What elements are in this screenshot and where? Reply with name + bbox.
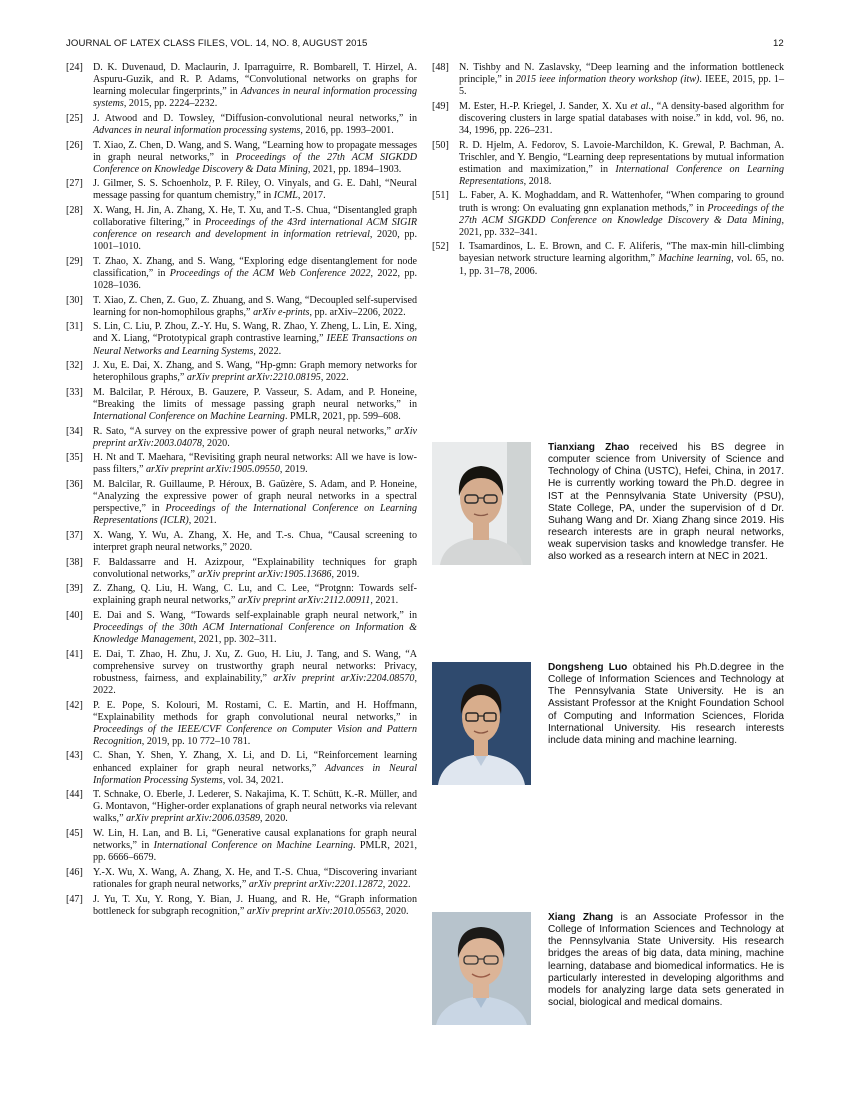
- biography-body: received his BS degree in computer science from University of Science and Technology of China (USTC), Hefei, China, in 2017. He is currently working toward the Ph.D. degree in IST at the Pennsylvania State University (PSU), State College, PA, under the supervision of d Dr. Suhang Wang and Dr. Xiang Zhang since 2019. His research interests are in graph neural networks, weak supervision tasks and knowledge transfer. He also worked as a research intern at NEC in 2021.: [548, 442, 784, 563]
- reference-item: [66, 178, 417, 202]
- reference-venue: et al.: [630, 100, 652, 112]
- reference-number: [35]: [66, 452, 83, 464]
- reference-venue: International Conference on Machine Learning: [153, 840, 353, 852]
- reference-details: . PMLR, 2021, pp. 599–608.: [284, 411, 401, 423]
- reference-venue: Proceedings of the 27th ACM SIGKDD Conference on Knowledge Discovery & Data Mining: [93, 151, 417, 175]
- author-name: Dongsheng Luo: [548, 662, 628, 673]
- reference-text: Z. Zhang, Q. Liu, H. Wang, C. Lu, and C. Lee, “Protgnn: Towards self-explaining graph neural networks,”: [93, 583, 417, 607]
- reference-venue: ICML: [273, 190, 298, 202]
- biography-text: [548, 912, 784, 1009]
- reference-text: T. Schnake, O. Eberle, J. Lederer, S. Nakajima, K. T. Schütt, K.-R. Müller, and G. Montavon, “Higher-order explanations of graph neural networks via relevant walks,”: [93, 789, 417, 825]
- author-photo-tianxiang-zhao: [432, 442, 531, 565]
- reference-details: , 2015, pp. 2224–2232.: [123, 98, 218, 110]
- reference-text: T. Zhao, X. Zhang, and S. Wang, “Exploring edge disentanglement for node classification,” in: [93, 255, 417, 279]
- biography-text: [548, 662, 784, 747]
- references-right-column: [432, 62, 784, 280]
- reference-details: , 2022.: [93, 672, 417, 696]
- reference-details: , 2020, pp. 1001–1010.: [93, 229, 417, 253]
- author-photo-dongsheng-luo: [432, 662, 531, 785]
- reference-venue: Proceedings of the 43rd international ACM SIGIR conference on research and development in information retrieval: [93, 217, 417, 241]
- reference-item: [66, 140, 417, 176]
- reference-number: [32]: [66, 360, 83, 372]
- reference-details: , 2022, pp. 1028–1036.: [93, 268, 418, 292]
- reference-text: C. Shan, Y. Shen, Y. Zhang, X. Li, and D. Li, “Reinforcement learning enhanced explainer for graph neural networks,”: [93, 750, 417, 774]
- reference-text: X. Wang, Y. Wu, A. Zhang, X. He, and T.-s. Chua, “Causal screening to interpret graph neural networks,” 2020.: [93, 529, 417, 553]
- reference-number: [39]: [66, 583, 83, 595]
- reference-text: T. Xiao, Z. Chen, D. Wang, and S. Wang, “Learning how to propagate messages in graph neural networks,” in: [93, 139, 417, 163]
- reference-text: R. Sato, “A survey on the expressive power of graph neural networks,”: [93, 425, 395, 437]
- reference-venue: Proceedings of the 30th ACM International Conference on Information & Knowledge Management: [93, 622, 417, 646]
- reference-item: [432, 241, 784, 277]
- reference-venue: arXiv preprint arXiv:2204.08570: [273, 672, 415, 684]
- references-left-column: [66, 62, 417, 920]
- reference-number: [44]: [66, 789, 83, 801]
- reference-venue: Proceedings of the ACM Web Conference 2022: [169, 268, 371, 279]
- reference-text: P. E. Pope, S. Kolouri, M. Rostami, C. E. Martin, and H. Hoffmann, “Explainability methods for graph convolutional neural networks,” in: [93, 699, 417, 723]
- reference-item: [66, 321, 417, 357]
- reference-details: , 2022.: [320, 372, 349, 384]
- reference-number: [29]: [66, 255, 83, 267]
- reference-venue: IEEE Transactions on Neural Networks and Learning Systems: [93, 333, 417, 357]
- reference-text: J. Yu, T. Xu, Y. Rong, Y. Bian, J. Huang, and R. He, “Graph information bottleneck for subgraph recognition,”: [93, 893, 417, 917]
- reference-item: [432, 140, 784, 188]
- reference-number: [52]: [432, 241, 449, 253]
- reference-details: , 2017.: [297, 190, 326, 202]
- reference-details: , 2022.: [382, 878, 411, 890]
- reference-item: [66, 867, 417, 891]
- reference-venue: arXiv preprint arXiv:1905.13686: [197, 568, 332, 580]
- reference-text: J. Gilmer, S. S. Schoenholz, P. F. Riley, O. Vinyals, and G. E. Dahl, “Neural message passing for quantum chemistry,” in: [93, 178, 417, 202]
- reference-venue: Advances in neural information processing systems: [93, 124, 301, 136]
- reference-item: [66, 750, 417, 786]
- reference-text: W. Lin, H. Lan, and B. Li, “Generative causal explanations for graph neural networks,” in: [93, 828, 417, 852]
- reference-number: [51]: [432, 190, 449, 202]
- reference-venue: arXiv e-prints: [253, 306, 310, 318]
- reference-text: N. Tishby and N. Zaslavsky, “Deep learning and the information bottleneck principle,” in: [459, 62, 784, 86]
- reference-number: [37]: [66, 529, 83, 541]
- reference-number: [43]: [66, 750, 83, 762]
- reference-text: T. Xiao, Z. Chen, Z. Guo, Z. Zhuang, and S. Wang, “Decoupled self-supervised learning for non-homophilous graphs,”: [93, 294, 417, 318]
- reference-text: Y.-X. Wu, X. Wang, A. Zhang, X. He, and T.-S. Chua, “Discovering invariant rationales for graph neural networks,”: [93, 866, 417, 890]
- reference-item: [432, 190, 784, 238]
- reference-details: , 2021, pp. 332–341.: [459, 214, 784, 238]
- reference-number: [46]: [66, 866, 83, 878]
- reference-number: [47]: [66, 893, 83, 905]
- reference-details: , pp. arXiv–2206, 2022.: [309, 306, 406, 318]
- biography-text: [548, 442, 784, 564]
- reference-number: [40]: [66, 609, 83, 621]
- portrait-image: [432, 912, 531, 1025]
- reference-venue: arXiv preprint arXiv:2210.08195: [186, 372, 321, 384]
- reference-text: J. Atwood and D. Towsley, “Diffusion-convolutional neural networks,” in: [93, 112, 417, 124]
- reference-item: [432, 62, 784, 98]
- reference-text: M. Balcilar, P. Héroux, B. Gauzere, P. Vasseur, S. Adam, and P. Honeine, “Breaking the limits of message passing graph neural networks,” in: [93, 386, 417, 410]
- reference-details: . IEEE, 2015, pp. 1–5.: [459, 74, 785, 98]
- reference-item: [66, 583, 417, 607]
- reference-item: [66, 557, 417, 581]
- reference-details: , 2019, pp. 10 772–10 781.: [141, 735, 251, 747]
- reference-item: [66, 295, 417, 319]
- reference-item: [66, 426, 417, 450]
- reference-venue: International Conference on Learning Representations: [459, 163, 784, 187]
- reference-venue: 2015 ieee information theory workshop (itw): [515, 74, 700, 86]
- reference-details: , 2020.: [380, 905, 409, 917]
- reference-venue: Proceedings of the IEEE/CVF Conference on Computer Vision and Pattern Recognition: [93, 723, 417, 747]
- author-photo-xiang-zhang: [432, 912, 531, 1025]
- reference-details: , 2022.: [253, 345, 282, 357]
- reference-number: [45]: [66, 828, 83, 840]
- reference-details: , vol. 65, no. 1, pp. 31–78, 2006.: [459, 253, 785, 277]
- reference-text: E. Dai and S. Wang, “Towards self-explainable graph neural network,” in: [93, 609, 417, 621]
- reference-item: [66, 62, 417, 110]
- reference-number: [28]: [66, 205, 83, 217]
- reference-number: [48]: [432, 62, 449, 73]
- reference-venue: Machine learning: [658, 253, 732, 265]
- reference-venue: Advances in Neural Information Processing Systems: [93, 762, 417, 786]
- reference-text: F. Baldassarre and H. Azizpour, “Explainability techniques for graph convolutional networks,”: [93, 556, 417, 580]
- reference-item: [66, 649, 417, 697]
- reference-details: , 2021, pp. 1894–1903.: [307, 163, 402, 175]
- portrait-image: [432, 442, 531, 565]
- author-name: Tianxiang Zhao: [548, 442, 630, 453]
- reference-details: , 2019.: [331, 568, 360, 580]
- reference-number: [36]: [66, 479, 83, 490]
- reference-text: R. D. Hjelm, A. Fedorov, S. Lavoie-Marchildon, K. Grewal, P. Bachman, A. Trischler, and Y. Bengio, “Learning deep representations by mutual information estimation and maximization,” in: [459, 139, 784, 175]
- reference-venue: arXiv preprint arXiv:1905.09550: [145, 464, 280, 476]
- biography-body: is an Associate Professor in the College of Information Sciences and Technology at the Pennsylvania State University. His research bridges the areas of big data, data mining, machine learning, database and biomedical informatics. He is particularly interested in developing algorithms and models for analyzing large data sets generated in social, biological and medical domains.: [548, 912, 784, 1009]
- reference-text: H. Nt and T. Maehara, “Revisiting graph neural networks: All we have is low-pass filters,”: [93, 452, 417, 476]
- reference-venue: arXiv preprint arXiv:2201.12872: [248, 878, 383, 890]
- reference-details: , 2019.: [279, 464, 308, 476]
- reference-details: . PMLR, 2021, pp. 6666–6679.: [93, 840, 418, 864]
- reference-details: , 2021.: [370, 595, 399, 607]
- reference-item: [66, 387, 417, 423]
- reference-number: [41]: [66, 648, 83, 660]
- reference-details: , vol. 34, 2021.: [222, 774, 284, 786]
- reference-text: I. Tsamardinos, L. E. Brown, and C. F. Aliferis, “The max-min hill-climbing bayesian network structure learning algorithm,”: [459, 241, 784, 265]
- reference-item: [66, 700, 417, 748]
- reference-details: , 2021, pp. 302–311.: [193, 634, 277, 646]
- reference-item: [66, 610, 417, 646]
- reference-item: [66, 894, 417, 918]
- reference-details: , 2016, pp. 1993–2001.: [300, 124, 394, 136]
- reference-venue: arXiv preprint arXiv:2003.04078: [93, 425, 417, 449]
- reference-item: [66, 530, 417, 554]
- reference-item: [66, 205, 417, 253]
- reference-details: , 2021.: [188, 515, 217, 527]
- reference-item: [66, 789, 417, 825]
- reference-venue: arXiv preprint arXiv:2010.05563: [246, 905, 381, 917]
- reference-details: , 2020.: [260, 813, 288, 825]
- reference-number: [26]: [66, 139, 83, 151]
- reference-text: J. Xu, E. Dai, X. Zhang, and S. Wang, “Hp-gmn: Graph memory networks for heterophilous graphs,”: [93, 360, 417, 384]
- reference-text: X. Wang, H. Jin, A. Zhang, X. He, T. Xu, and T.-S. Chua, “Disentangled graph collaborative filtering,” in: [93, 205, 417, 229]
- reference-details: , 2020.: [201, 437, 230, 449]
- reference-venue: arXiv preprint arXiv:2112.00911: [237, 595, 371, 607]
- reference-details: , “A density-based algorithm for discovering clusters in large spatial databases with noise.” in kdd, vol. 96, no. 34, 1996, pp. 226–231.: [459, 100, 784, 136]
- portrait-image: [432, 662, 531, 785]
- reference-venue: Proceedings of the 27th ACM SIGKDD Conference on Knowledge Discovery & Data Mining: [459, 202, 784, 226]
- reference-number: [31]: [66, 321, 83, 333]
- reference-number: [27]: [66, 178, 83, 190]
- biography-body: obtained his Ph.D.degree in the College of Information Sciences and Technology at The Pennsylvania State University. He is an Assistant Professor at the Knight Foundation School of Computing and Information Sciences, Florida International University. His research interests include data mining and machine learning.: [548, 662, 785, 746]
- reference-number: [33]: [66, 386, 83, 398]
- reference-number: [49]: [432, 100, 449, 112]
- reference-item: [432, 101, 784, 137]
- reference-number: [25]: [66, 112, 83, 124]
- reference-details: , 2018.: [523, 175, 552, 187]
- reference-item: [66, 256, 417, 292]
- reference-number: [50]: [432, 139, 449, 151]
- page-number: 12: [773, 38, 784, 49]
- reference-item: [66, 360, 417, 384]
- reference-number: [24]: [66, 62, 83, 73]
- author-name: Xiang Zhang: [548, 912, 614, 923]
- reference-text: M. Balcilar, R. Guillaume, P. Héroux, B. Gaüzère, S. Adam, and P. Honeine, “Analyzing the expressive power of graph neural networks in a spectral perspective,” in: [93, 479, 417, 515]
- reference-venue: arXiv preprint arXiv:2006.03589: [126, 813, 260, 825]
- reference-number: [38]: [66, 556, 83, 568]
- person-neck: [474, 740, 488, 756]
- reference-venue: International Conference on Machine Learning: [93, 411, 285, 423]
- reference-text: L. Faber, A. K. Moghaddam, and R. Wattenhofer, “When comparing to ground truth is wrong: On evaluating gnn explanation methods,” in: [459, 190, 784, 214]
- reference-number: [42]: [66, 699, 83, 711]
- reference-venue: Proceedings of the International Conference on Learning Representations (ICLR): [93, 503, 417, 527]
- reference-item: [66, 479, 417, 527]
- page-header-journal: JOURNAL OF LATEX CLASS FILES, VOL. 14, NO. 8, AUGUST 2015: [66, 38, 368, 49]
- reference-text: S. Lin, C. Liu, P. Zhou, Z.-Y. Hu, S. Wang, R. Zhao, Y. Zheng, L. Lin, E. Xing, and X. Liang, “Prototypical graph contrastive learning,”: [93, 321, 417, 345]
- reference-text: D. K. Duvenaud, D. Maclaurin, J. Iparraguirre, R. Bombarell, T. Hirzel, A. Aspuru-Guzik, and R. P. Adams, “Convolutional networks on graphs for learning molecular fingerprints,” in: [93, 62, 417, 98]
- reference-number: [34]: [66, 425, 83, 437]
- reference-venue: Advances in neural information processing systems: [93, 86, 417, 110]
- reference-item: [66, 113, 417, 137]
- reference-text: E. Dai, T. Zhao, H. Zhu, J. Xu, Z. Guo, H. Liu, J. Tang, and S. Wang, “A comprehensive survey on trustworthy graph neural networks: Privacy, robustness, fairness, and explainability,”: [93, 648, 417, 684]
- reference-number: [30]: [66, 294, 83, 306]
- reference-item: [66, 452, 417, 476]
- reference-item: [66, 828, 417, 864]
- reference-text: M. Ester, H.-P. Kriegel, J. Sander, X. Xu: [459, 100, 631, 112]
